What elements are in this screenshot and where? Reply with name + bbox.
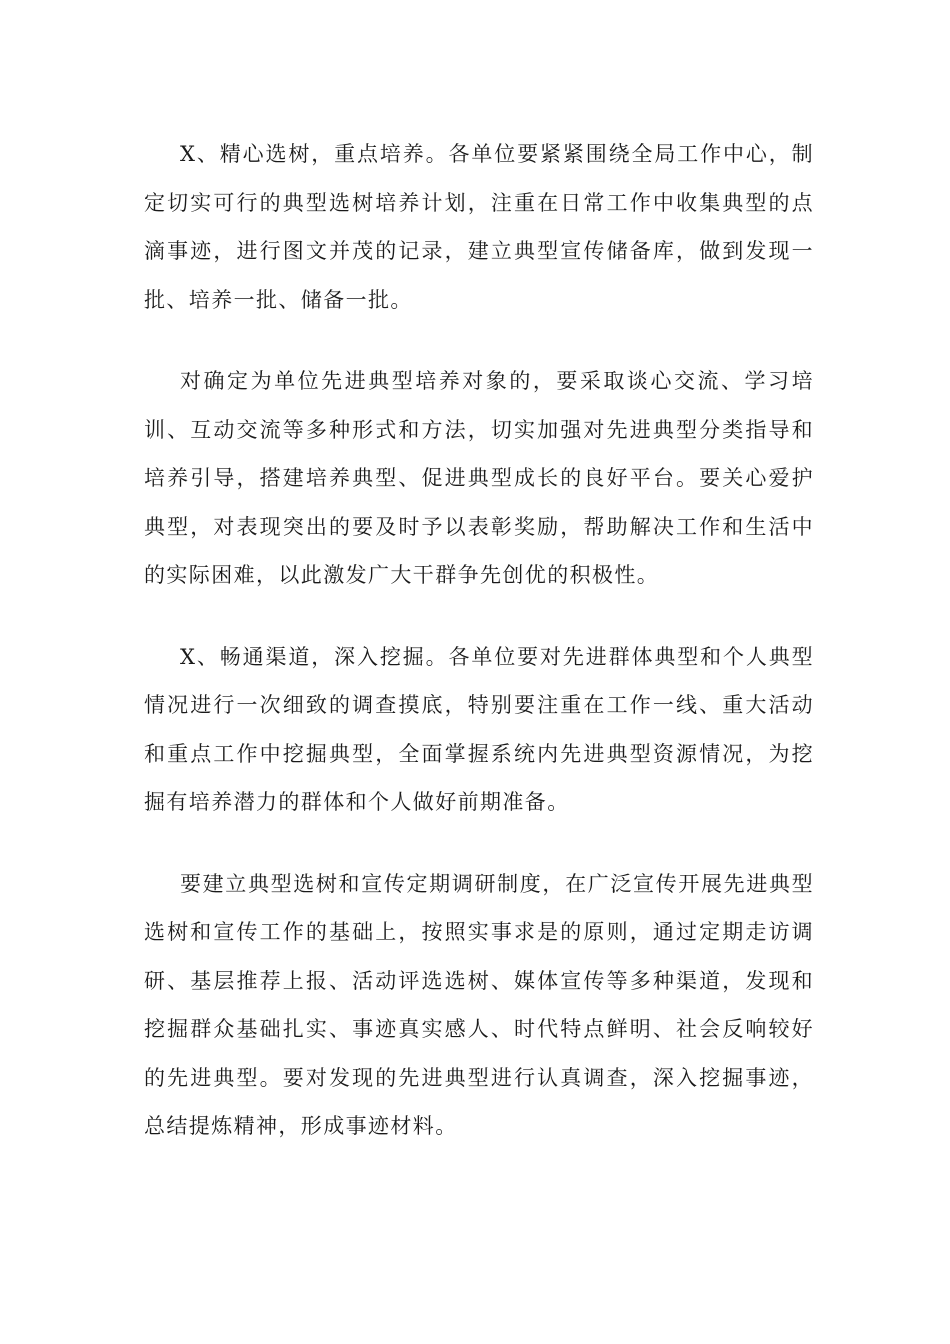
paragraph-3: X、畅通渠道，深入挖掘。各单位要对先进群体典型和个人典型情况进行一次细致的调查摸底，特别要注重在工作一线、重大活动和重点工作中挖掘典型，全面掌握系统内先进典型资源情况，为挖掘有培养潜力的群体和个人做好前期准备。 — [144, 644, 814, 814]
paragraph-1: X、精心选树，重点培养。各单位要紧紧围绕全局工作中心，制定切实可行的典型选树培养计划，注重在日常工作中收集典型的点滴事迹，进行图文并茂的记录，建立典型宣传储备库，做到发现一批、培养一批、储备一批。 — [144, 142, 814, 312]
paragraph-2: 对确定为单位先进典型培养对象的，要采取谈心交流、学习培训、互动交流等多种形式和方法，切实加强对先进典型分类指导和培养引导，搭建培养典型、促进典型成长的良好平台。要关心爱护典型，对表现突出的要及时予以表彰奖励，帮助解决工作和生活中的实际困难，以此激发广大干群争先创优的积极性。 — [144, 369, 814, 587]
paragraph-4: 要建立典型选树和宣传定期调研制度，在广泛宣传开展先进典型选树和宣传工作的基础上，按照实事求是的原则，通过定期走访调研、基层推荐上报、活动评选选树、媒体宣传等多种渠道，发现和挖掘群众基础扎实、事迹真实感人、时代特点鲜明、社会反响较好的先进典型。要对发现的先进典型进行认真调查，深入挖掘事迹，总结提炼精神，形成事迹材料。 — [144, 871, 814, 1138]
document-body — [144, 130, 814, 1184]
